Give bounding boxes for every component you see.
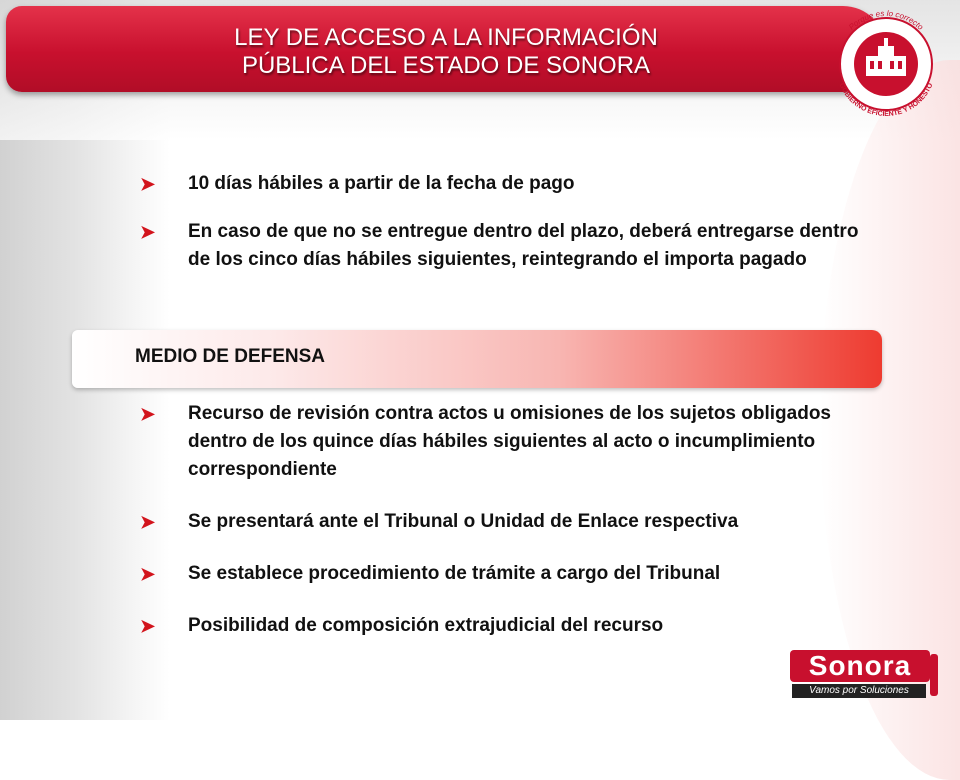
title-line-1: LEY DE ACCESO A LA INFORMACIÓN: [234, 24, 658, 51]
arrow-bullet-icon: ➤: [140, 174, 156, 194]
section-1: [130, 170, 870, 274]
sonora-logo-tagline: Vamos por Soluciones: [792, 684, 926, 698]
bullet-text: Recurso de revisión contra actos u omisiones de los sujetos obligados dentro de los quince días hábiles siguientes al acto o incumplimiento correspondiente: [188, 403, 831, 480]
government-seal-logo: [820, 6, 952, 116]
arrow-bullet-icon: ➤: [140, 616, 156, 636]
sonora-logo-wordmark: Sonora: [790, 650, 930, 682]
section-2: [130, 400, 890, 640]
defense-section-label: MEDIO DE DEFENSA: [135, 346, 326, 367]
bullet-text: Se presentará ante el Tribunal o Unidad de Enlace respectiva: [188, 511, 739, 532]
sonora-logo-mark: [930, 654, 938, 696]
bullet-item: [130, 560, 890, 588]
title-banner: [6, 6, 886, 92]
bullet-item: [130, 218, 870, 274]
bullet-item: [130, 400, 890, 484]
arrow-bullet-icon: ➤: [140, 404, 156, 424]
seal-bottom-text: GOBIERNO EFICIENTE Y HONESTO: [837, 82, 935, 116]
arrow-bullet-icon: ➤: [140, 564, 156, 584]
bullet-item: [130, 508, 890, 536]
slide-title: [146, 24, 746, 80]
bullet-item: [130, 612, 890, 640]
seal-top-text: Porque es lo correcto: [846, 8, 926, 32]
bullet-text: En caso de que no se entregue dentro del plazo, deberá entregarse dentro de los cinco días hábiles siguientes, reintegrando el importa pagado: [188, 221, 859, 270]
arrow-bullet-icon: ➤: [140, 512, 156, 532]
sonora-logo: [790, 650, 940, 700]
arrow-bullet-icon: ➤: [140, 222, 156, 242]
bullet-text: Posibilidad de composición extrajudicial del recurso: [188, 615, 664, 636]
bullet-text: 10 días hábiles a partir de la fecha de pago: [188, 173, 575, 194]
bullet-text: Se establece procedimiento de trámite a cargo del Tribunal: [188, 563, 721, 584]
title-line-2: PÚBLICA DEL ESTADO DE SONORA: [241, 52, 651, 79]
bullet-item: [130, 170, 870, 198]
